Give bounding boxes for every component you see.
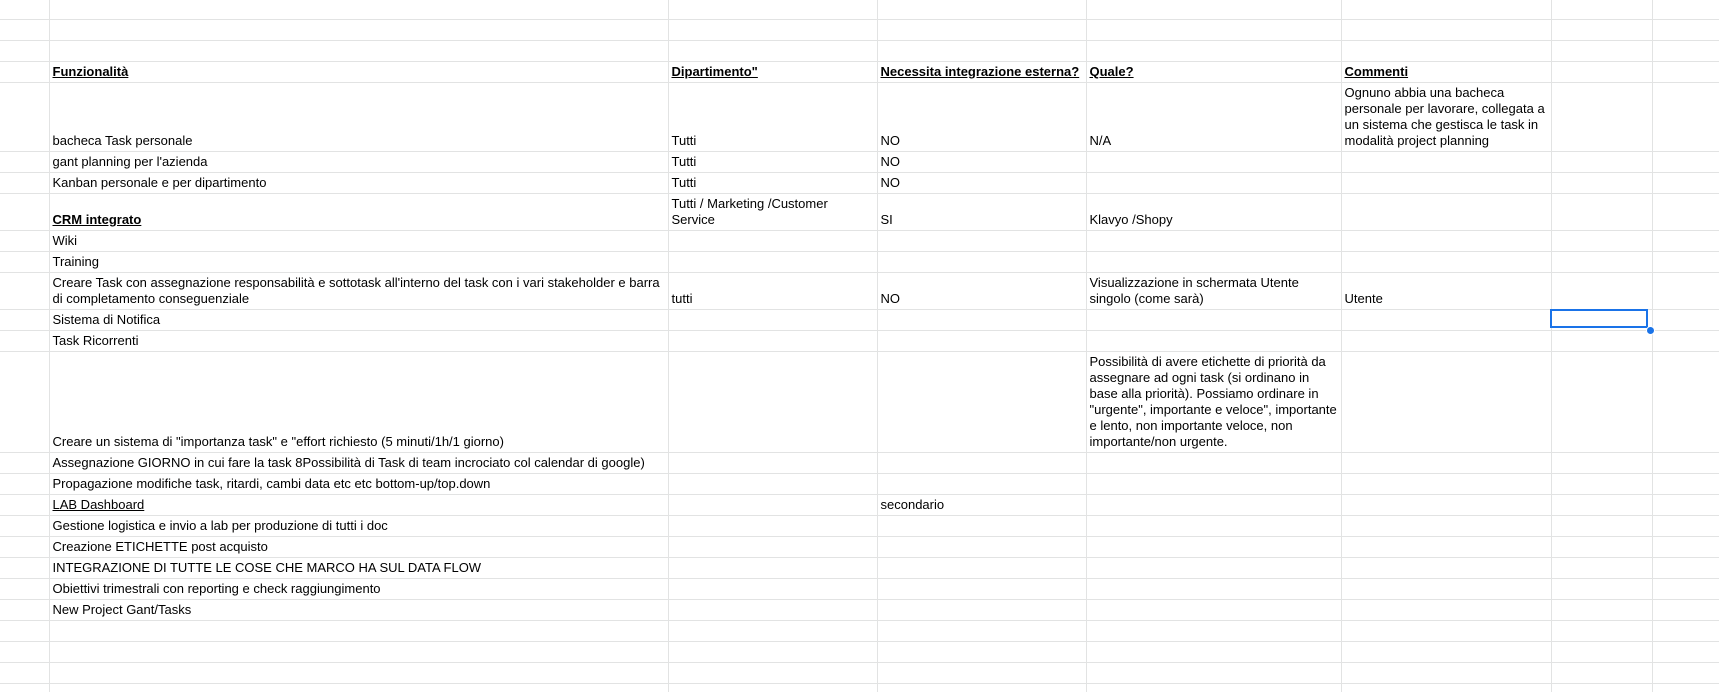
- table-row: [0, 40, 1719, 61]
- cell-funzionalita[interactable]: Creare Task con assegnazione responsabilità e sottotask all'interno del task con i vari stakeholder e barra di completamento conseguenziale: [49, 272, 668, 309]
- cell-commenti[interactable]: [1341, 309, 1551, 330]
- cell[interactable]: [1551, 0, 1652, 19]
- cell-funzionalita[interactable]: LAB Dashboard: [49, 494, 668, 515]
- table-row: [0, 620, 1719, 641]
- cell-commenti[interactable]: [1341, 452, 1551, 473]
- cell[interactable]: [1551, 536, 1652, 557]
- cell[interactable]: [1652, 351, 1719, 452]
- cell-integrazione[interactable]: [877, 578, 1086, 599]
- cell-quale[interactable]: [1086, 578, 1341, 599]
- cell-integrazione[interactable]: [877, 230, 1086, 251]
- cell-funzionalita[interactable]: gant planning per l'azienda: [49, 151, 668, 172]
- cell[interactable]: [1652, 515, 1719, 536]
- cell[interactable]: [1086, 0, 1341, 19]
- cell[interactable]: [0, 272, 49, 309]
- cell[interactable]: [0, 330, 49, 351]
- cell[interactable]: [1652, 330, 1719, 351]
- cell-dipartimento[interactable]: [668, 309, 877, 330]
- cell-integrazione[interactable]: [877, 351, 1086, 452]
- cell-funzionalita[interactable]: Sistema di Notifica: [49, 309, 668, 330]
- table-row: [0, 351, 1719, 452]
- cell-dipartimento[interactable]: [668, 330, 877, 351]
- cell-dipartimento[interactable]: Tutti: [668, 151, 877, 172]
- cell[interactable]: [877, 0, 1086, 19]
- cell[interactable]: [1652, 620, 1719, 641]
- cell[interactable]: [1341, 683, 1551, 692]
- cell-integrazione[interactable]: NO: [877, 151, 1086, 172]
- cell[interactable]: [1551, 641, 1652, 662]
- cell-integrazione[interactable]: NO: [877, 272, 1086, 309]
- cell-quale[interactable]: [1086, 452, 1341, 473]
- cell[interactable]: [49, 662, 668, 683]
- table-row: [0, 494, 1719, 515]
- cell[interactable]: [1551, 473, 1652, 494]
- cell[interactable]: [49, 641, 668, 662]
- cell-commenti[interactable]: Utente: [1341, 272, 1551, 309]
- cell[interactable]: [1341, 620, 1551, 641]
- cell-dipartimento[interactable]: [668, 515, 877, 536]
- cell[interactable]: [49, 19, 668, 40]
- cell-integrazione[interactable]: NO: [877, 172, 1086, 193]
- cell[interactable]: [0, 620, 49, 641]
- cell[interactable]: [1652, 251, 1719, 272]
- cell-dipartimento[interactable]: [668, 473, 877, 494]
- header-row: [0, 61, 1719, 82]
- table-row: [0, 515, 1719, 536]
- cell[interactable]: [1652, 40, 1719, 61]
- cell[interactable]: [1551, 172, 1652, 193]
- cell-integrazione[interactable]: [877, 515, 1086, 536]
- cell[interactable]: [1086, 641, 1341, 662]
- cell-commenti[interactable]: [1341, 230, 1551, 251]
- table-row: [0, 230, 1719, 251]
- cell-integrazione[interactable]: [877, 473, 1086, 494]
- cell[interactable]: [1551, 557, 1652, 578]
- table-row: [0, 251, 1719, 272]
- cell[interactable]: [0, 351, 49, 452]
- cell[interactable]: [1652, 19, 1719, 40]
- cell[interactable]: [0, 172, 49, 193]
- cell[interactable]: [668, 683, 877, 692]
- cell[interactable]: [0, 557, 49, 578]
- cell[interactable]: [0, 515, 49, 536]
- cell[interactable]: [0, 683, 49, 692]
- header-integrazione[interactable]: Necessita integrazione esterna?: [877, 61, 1086, 82]
- cell[interactable]: [1551, 251, 1652, 272]
- cell-quale[interactable]: N/A: [1086, 82, 1341, 151]
- cell[interactable]: [1551, 272, 1652, 309]
- cell[interactable]: [1652, 578, 1719, 599]
- cell-dipartimento[interactable]: [668, 351, 877, 452]
- cell-funzionalita[interactable]: Assegnazione GIORNO in cui fare la task 8Possibilità di Task di team incrociato col calendar di google): [49, 452, 668, 473]
- cell-quale[interactable]: [1086, 309, 1341, 330]
- cell[interactable]: [1652, 272, 1719, 309]
- cell[interactable]: [668, 19, 877, 40]
- cell[interactable]: [0, 662, 49, 683]
- cell-funzionalita[interactable]: Gestione logistica e invio a lab per produzione di tutti i doc: [49, 515, 668, 536]
- cell[interactable]: [1652, 662, 1719, 683]
- cell[interactable]: [0, 61, 49, 82]
- cell-commenti[interactable]: [1341, 151, 1551, 172]
- cell[interactable]: [1652, 494, 1719, 515]
- cell-funzionalita[interactable]: Propagazione modifiche task, ritardi, cambi data etc etc bottom-up/top.down: [49, 473, 668, 494]
- cell-quale[interactable]: Visualizzazione in schermata Utente singolo (come sarà): [1086, 272, 1341, 309]
- cell-dipartimento[interactable]: [668, 578, 877, 599]
- cell-dipartimento[interactable]: tutti: [668, 272, 877, 309]
- table-row: [0, 309, 1719, 330]
- cell[interactable]: [1086, 19, 1341, 40]
- cell-commenti[interactable]: [1341, 494, 1551, 515]
- cell[interactable]: [668, 662, 877, 683]
- header-dipartimento[interactable]: Dipartimento": [668, 61, 877, 82]
- cell[interactable]: [0, 19, 49, 40]
- cell-quale[interactable]: [1086, 251, 1341, 272]
- cell[interactable]: [1551, 330, 1652, 351]
- cell[interactable]: [1652, 151, 1719, 172]
- cell-dipartimento[interactable]: Tutti / Marketing /Customer Service: [668, 193, 877, 230]
- cell-funzionalita[interactable]: Kanban personale e per dipartimento: [49, 172, 668, 193]
- cell[interactable]: [1652, 536, 1719, 557]
- cell[interactable]: [1551, 351, 1652, 452]
- header-commenti[interactable]: Commenti: [1341, 61, 1551, 82]
- cell[interactable]: [1652, 172, 1719, 193]
- cell-funzionalita[interactable]: New Project Gant/Tasks: [49, 599, 668, 620]
- cell-funzionalita[interactable]: Creare un sistema di "importanza task" e "effort richiesto (5 minuti/1h/1 giorno): [49, 351, 668, 452]
- cell-quale[interactable]: [1086, 599, 1341, 620]
- cell-quale[interactable]: [1086, 536, 1341, 557]
- cell-commenti[interactable]: [1341, 473, 1551, 494]
- table-row: [0, 82, 1719, 151]
- cell[interactable]: [1341, 662, 1551, 683]
- cell[interactable]: [668, 40, 877, 61]
- cell-integrazione[interactable]: [877, 557, 1086, 578]
- cell[interactable]: [1652, 683, 1719, 692]
- cell[interactable]: [1551, 230, 1652, 251]
- cell[interactable]: [1551, 578, 1652, 599]
- cell-quale[interactable]: [1086, 494, 1341, 515]
- cell-quale[interactable]: [1086, 473, 1341, 494]
- cell-dipartimento[interactable]: [668, 599, 877, 620]
- cell-quale[interactable]: [1086, 330, 1341, 351]
- cell-commenti[interactable]: [1341, 578, 1551, 599]
- cell-funzionalita[interactable]: bacheca Task personale: [49, 82, 668, 151]
- cell-funzionalita[interactable]: Training: [49, 251, 668, 272]
- cell-commenti[interactable]: [1341, 251, 1551, 272]
- cell[interactable]: [0, 452, 49, 473]
- cell-dipartimento[interactable]: [668, 452, 877, 473]
- cell-funzionalita[interactable]: Obiettivi trimestrali con reporting e check raggiungimento: [49, 578, 668, 599]
- cell-integrazione[interactable]: SI: [877, 193, 1086, 230]
- cell[interactable]: [1551, 662, 1652, 683]
- cell[interactable]: [1551, 151, 1652, 172]
- selected-cell[interactable]: [1551, 309, 1652, 330]
- cell-integrazione[interactable]: [877, 330, 1086, 351]
- cell[interactable]: [1652, 557, 1719, 578]
- cell[interactable]: [0, 82, 49, 151]
- cell-quale[interactable]: [1086, 172, 1341, 193]
- header-funzionalita[interactable]: Funzionalità: [49, 61, 668, 82]
- cell[interactable]: [1551, 61, 1652, 82]
- cell-funzionalita[interactable]: Creazione ETICHETTE post acquisto: [49, 536, 668, 557]
- cell-funzionalita[interactable]: Task Ricorrenti: [49, 330, 668, 351]
- table-row: [0, 473, 1719, 494]
- cell-dipartimento[interactable]: [668, 230, 877, 251]
- cell[interactable]: [1652, 82, 1719, 151]
- cell-funzionalita[interactable]: CRM integrato: [49, 193, 668, 230]
- cell-integrazione[interactable]: [877, 599, 1086, 620]
- cell-commenti[interactable]: [1341, 193, 1551, 230]
- table-row: [0, 272, 1719, 309]
- fill-handle[interactable]: [1646, 326, 1655, 335]
- cell[interactable]: [0, 494, 49, 515]
- header-quale[interactable]: Quale?: [1086, 61, 1341, 82]
- cell-commenti[interactable]: [1341, 330, 1551, 351]
- cell-dipartimento[interactable]: Tutti: [668, 172, 877, 193]
- cell[interactable]: [0, 151, 49, 172]
- cell[interactable]: [1551, 683, 1652, 692]
- cell[interactable]: [0, 536, 49, 557]
- cell-commenti[interactable]: Ognuno abbia una bacheca personale per lavorare, collegata a un sistema che gestisca le task in modalità project planning: [1341, 82, 1551, 151]
- cell-dipartimento[interactable]: [668, 557, 877, 578]
- cell[interactable]: [668, 0, 877, 19]
- table-row: [0, 683, 1719, 692]
- cell[interactable]: [877, 683, 1086, 692]
- cell[interactable]: [1652, 452, 1719, 473]
- table-row: [0, 19, 1719, 40]
- cell[interactable]: [877, 40, 1086, 61]
- cell[interactable]: [0, 251, 49, 272]
- cell-commenti[interactable]: [1341, 172, 1551, 193]
- cell-commenti[interactable]: [1341, 557, 1551, 578]
- cell[interactable]: [0, 309, 49, 330]
- cell-integrazione[interactable]: [877, 536, 1086, 557]
- cell[interactable]: [1551, 40, 1652, 61]
- table-row: [0, 578, 1719, 599]
- cell-integrazione[interactable]: NO: [877, 82, 1086, 151]
- cell[interactable]: [1551, 193, 1652, 230]
- cell-commenti[interactable]: [1341, 351, 1551, 452]
- table-row: [0, 172, 1719, 193]
- cell-integrazione[interactable]: [877, 251, 1086, 272]
- table-row: [0, 557, 1719, 578]
- cell[interactable]: [1086, 620, 1341, 641]
- cell[interactable]: [1341, 641, 1551, 662]
- table-row: [0, 536, 1719, 557]
- cell[interactable]: [0, 578, 49, 599]
- cell-funzionalita[interactable]: Wiki: [49, 230, 668, 251]
- cell[interactable]: [1652, 230, 1719, 251]
- cell[interactable]: [1652, 599, 1719, 620]
- cell[interactable]: [0, 473, 49, 494]
- cell[interactable]: [1652, 473, 1719, 494]
- cell[interactable]: [49, 40, 668, 61]
- cell[interactable]: [49, 683, 668, 692]
- cell[interactable]: [1551, 82, 1652, 151]
- table-row: [0, 330, 1719, 351]
- table-row: [0, 193, 1719, 230]
- cell[interactable]: [1086, 40, 1341, 61]
- cell[interactable]: [0, 193, 49, 230]
- cell[interactable]: [1551, 599, 1652, 620]
- cell[interactable]: [668, 641, 877, 662]
- cell[interactable]: [1652, 61, 1719, 82]
- cell-quale[interactable]: [1086, 515, 1341, 536]
- cell[interactable]: [1086, 662, 1341, 683]
- table-row: [0, 452, 1719, 473]
- cell[interactable]: [49, 620, 668, 641]
- table-row: [0, 0, 1719, 19]
- cell-quale[interactable]: Klavyo /Shopy: [1086, 193, 1341, 230]
- cell[interactable]: [877, 19, 1086, 40]
- cell[interactable]: [877, 620, 1086, 641]
- cell[interactable]: [1652, 309, 1719, 330]
- cell[interactable]: [1341, 19, 1551, 40]
- cell-commenti[interactable]: [1341, 536, 1551, 557]
- cell-quale[interactable]: [1086, 151, 1341, 172]
- cell-commenti[interactable]: [1341, 515, 1551, 536]
- cell[interactable]: [1551, 494, 1652, 515]
- cell[interactable]: [1652, 0, 1719, 19]
- cell[interactable]: [1551, 452, 1652, 473]
- cell[interactable]: [877, 662, 1086, 683]
- cell-dipartimento[interactable]: [668, 494, 877, 515]
- cell[interactable]: [1652, 641, 1719, 662]
- cell[interactable]: [1551, 515, 1652, 536]
- table-row: [0, 599, 1719, 620]
- cell[interactable]: [0, 230, 49, 251]
- cell[interactable]: [49, 0, 668, 19]
- cell[interactable]: [0, 0, 49, 19]
- table-row: [0, 151, 1719, 172]
- cell-integrazione[interactable]: [877, 309, 1086, 330]
- cell-integrazione[interactable]: secondario: [877, 494, 1086, 515]
- cell[interactable]: [1086, 683, 1341, 692]
- cell-quale[interactable]: Possibilità di avere etichette di priorità da assegnare ad ogni task (si ordinano in base alla priorità). Possiamo ordinare in "urgente", importante e veloce", importante e lento, non importante veloce, non importante/non urgente.: [1086, 351, 1341, 452]
- cell-quale[interactable]: [1086, 557, 1341, 578]
- cell[interactable]: [1551, 620, 1652, 641]
- cell-funzionalita[interactable]: INTEGRAZIONE DI TUTTE LE COSE CHE MARCO HA SUL DATA FLOW: [49, 557, 668, 578]
- cell[interactable]: [0, 599, 49, 620]
- cell[interactable]: [1652, 193, 1719, 230]
- cell-dipartimento[interactable]: [668, 536, 877, 557]
- cell[interactable]: [0, 641, 49, 662]
- cell-quale[interactable]: [1086, 230, 1341, 251]
- cell-dipartimento[interactable]: Tutti: [668, 82, 877, 151]
- table-row: [0, 662, 1719, 683]
- cell[interactable]: [1341, 0, 1551, 19]
- cell[interactable]: [668, 620, 877, 641]
- table-row: [0, 641, 1719, 662]
- cell[interactable]: [0, 40, 49, 61]
- cell-dipartimento[interactable]: [668, 251, 877, 272]
- cell[interactable]: [1341, 40, 1551, 61]
- cell[interactable]: [877, 641, 1086, 662]
- cell-integrazione[interactable]: [877, 452, 1086, 473]
- cell-commenti[interactable]: [1341, 599, 1551, 620]
- cell[interactable]: [1551, 19, 1652, 40]
